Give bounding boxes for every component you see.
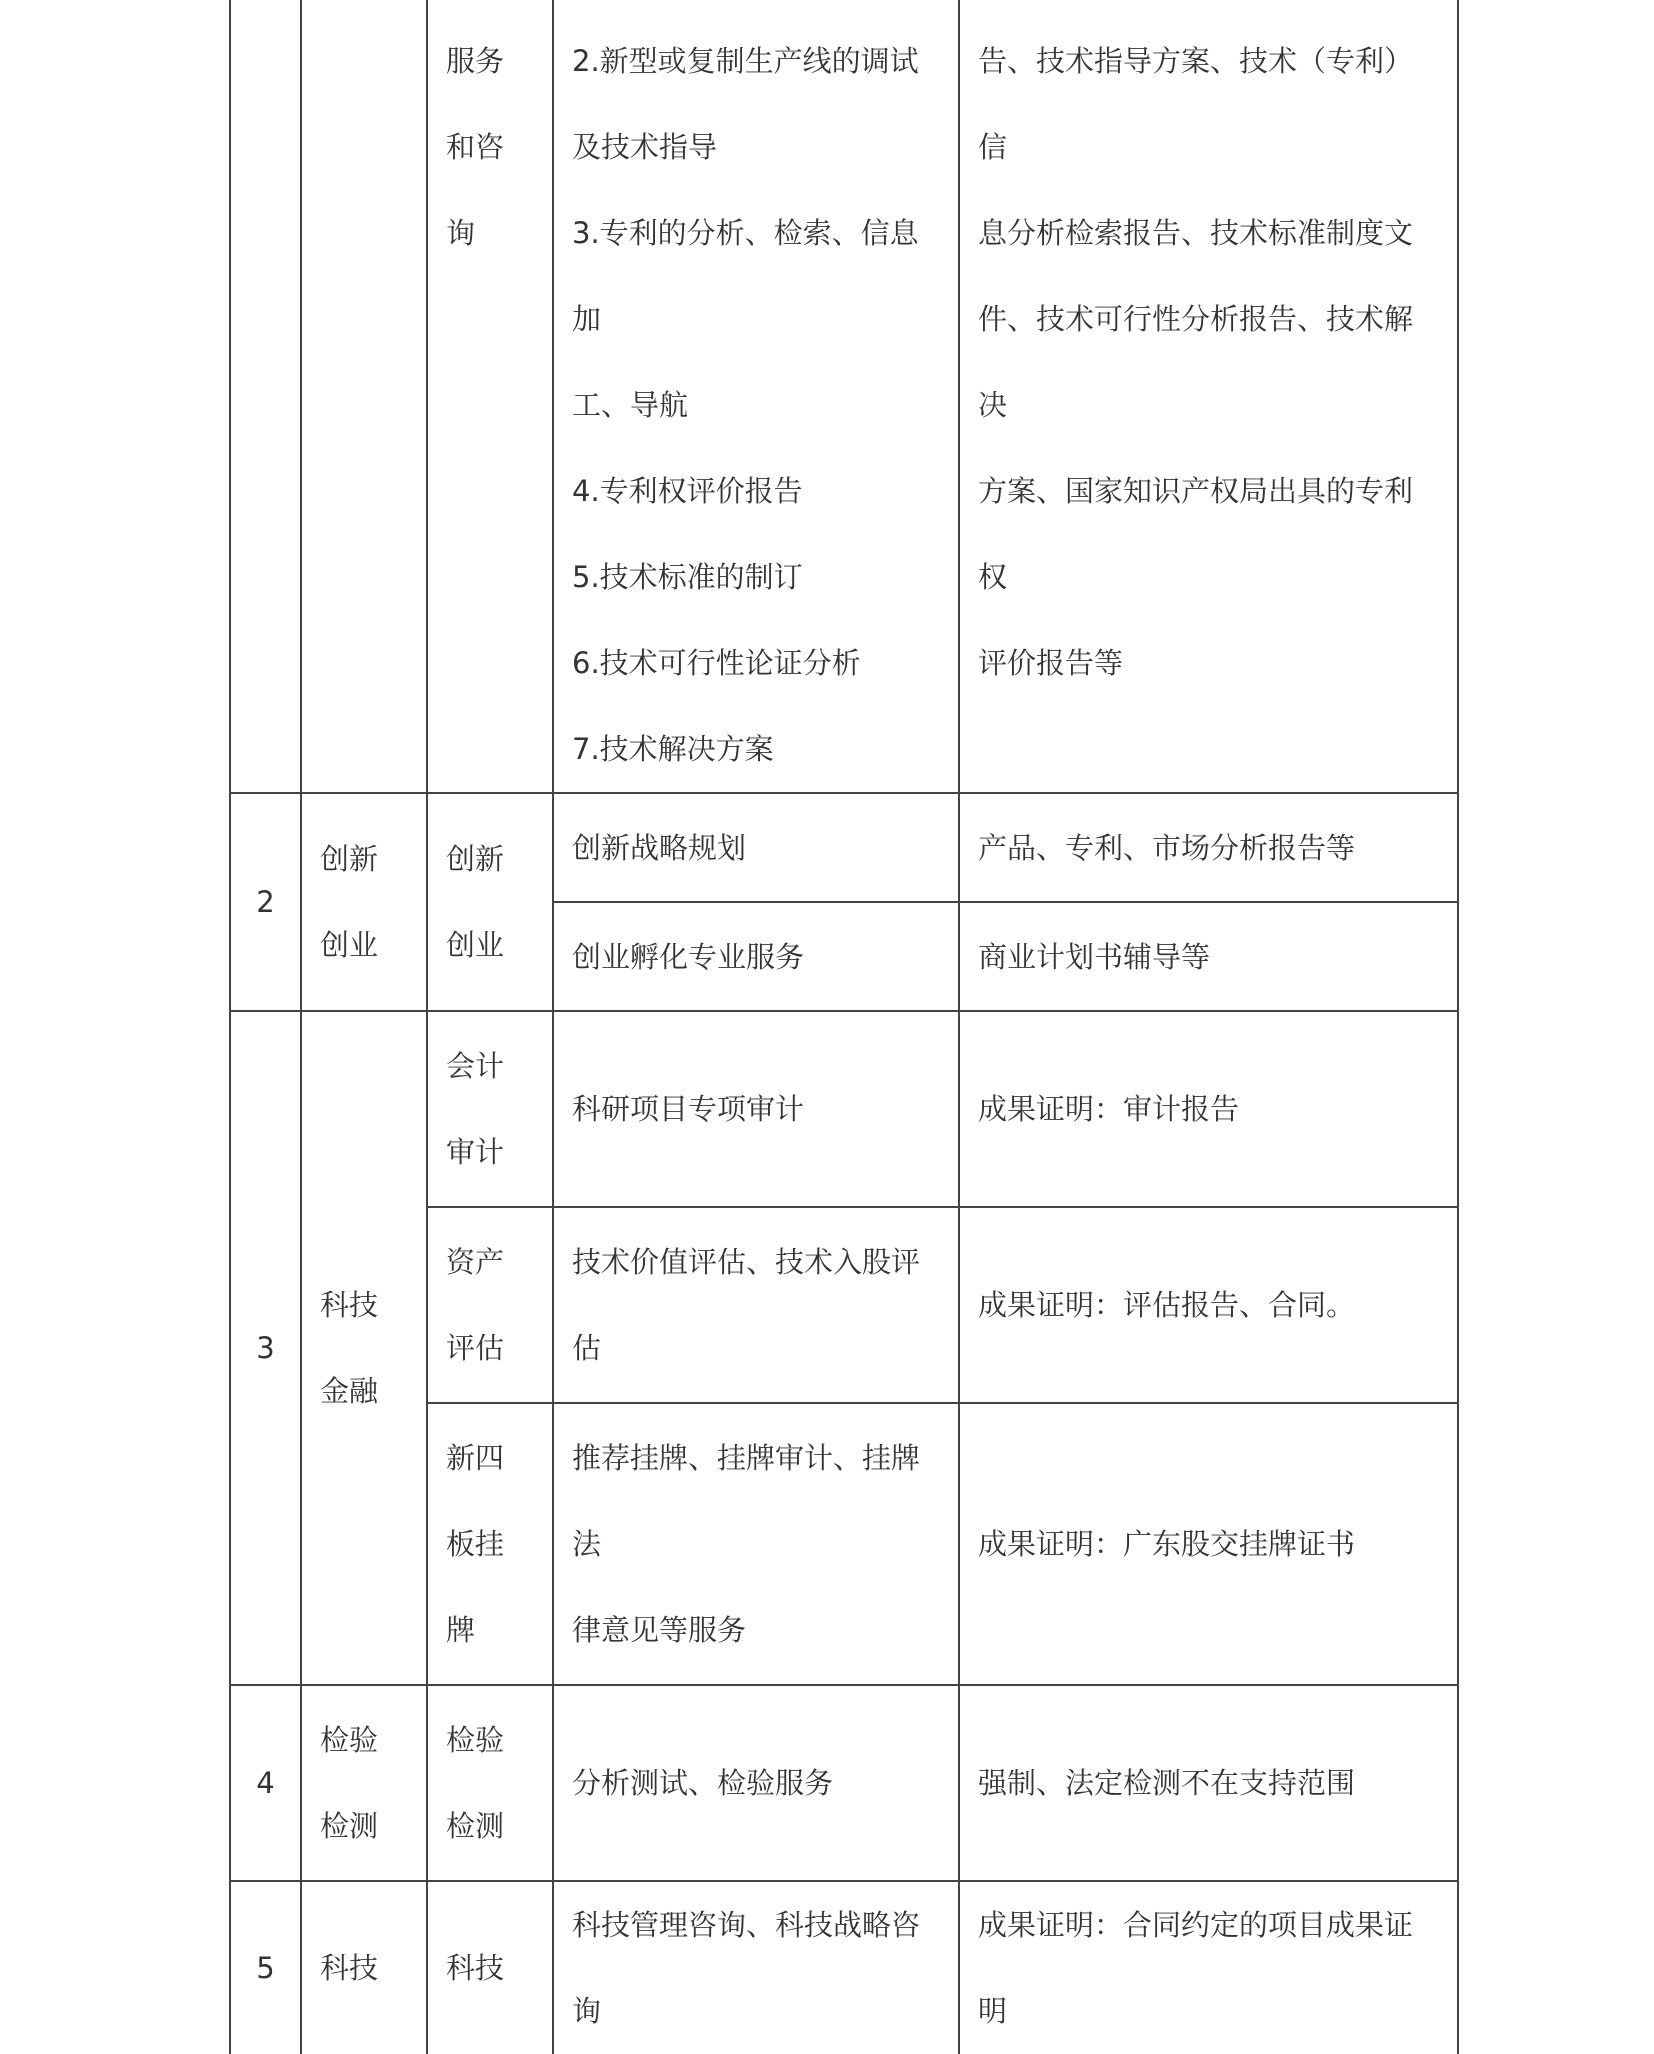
service-table [229,0,1459,2054]
category-cell [301,1011,427,1685]
row-number-cell: 4 [230,1685,301,1881]
subcategory-line: 新四 [446,1441,505,1475]
content-cell: 分析测试、检验服务 [553,1685,959,1881]
table-row [230,1685,1458,1881]
category-line: 检验 [320,1723,379,1757]
subcategory-line: 板挂 [446,1527,505,1561]
subcategory-cell [427,1207,553,1403]
category-cell: 科技 [301,1881,427,2054]
content-line: 5.技术标准的制订 [572,560,803,594]
content-line: 工、导航 [572,388,689,422]
subcategory-cell [427,1403,553,1685]
proof-cell [959,0,1458,793]
subcategory-cell [427,793,553,1011]
subcategory-line: 资产 [446,1245,505,1279]
content-line: 2.新型或复制生产线的调试 [572,44,919,78]
subcategory-line: 检验 [446,1723,505,1757]
subcategory-line: 会计 [446,1049,505,1083]
category-line: 创新 [320,842,379,876]
content-cell: 科技管理咨询、科技战略咨询 [553,1881,959,2054]
row-number-cell: 3 [230,1011,301,1685]
category-cell [301,0,427,793]
table-row [230,0,1458,793]
subcategory-line: 检测 [446,1809,505,1843]
subcategory-cell [427,0,553,793]
table-row [230,1011,1458,1207]
category-cell [301,793,427,1011]
content-line: 律意见等服务 [572,1613,747,1647]
subcategory-line: 创业 [446,928,505,962]
row-number-cell: 2 [230,793,301,1011]
table-row [230,793,1458,902]
proof-line: 方案、国家知识产权局出具的专利权 [978,474,1414,594]
subcategory-cell [427,1685,553,1881]
subcategory-cell [427,1011,553,1207]
proof-cell: 强制、法定检测不在支持范围 [959,1685,1458,1881]
content-line: 7.技术解决方案 [572,732,774,766]
content-cell: 技术价值评估、技术入股评估 [553,1207,959,1403]
content-cell: 科研项目专项审计 [553,1011,959,1207]
category-cell [301,1685,427,1881]
proof-cell: 产品、专利、市场分析报告等 [959,793,1458,902]
proof-line: 评价报告等 [978,646,1124,680]
proof-cell: 成果证明：评估报告、合同。 [959,1207,1458,1403]
content-line: 及技术指导 [572,130,718,164]
row-number-cell [230,0,301,793]
proof-cell: 成果证明：合同约定的项目成果证明 [959,1881,1458,2054]
subcategory-line: 和咨 [446,130,505,164]
table-row [230,1881,1458,2054]
content-cell [553,0,959,793]
subcategory-line: 创新 [446,842,505,876]
content-cell [553,1403,959,1685]
subcategory-line: 牌 [446,1613,476,1647]
content-line: 3.专利的分析、检索、信息加 [572,216,919,336]
content-line: 推荐挂牌、挂牌审计、挂牌法 [572,1441,921,1561]
content-line: 6.技术可行性论证分析 [572,646,861,680]
proof-line: 件、技术可行性分析报告、技术解决 [978,302,1414,422]
subcategory-line: 审计 [446,1135,505,1169]
content-cell: 创新战略规划 [553,793,959,902]
category-line: 科技 [320,1288,379,1322]
content-cell: 创业孵化专业服务 [553,902,959,1011]
proof-line: 息分析检索报告、技术标准制度文 [978,216,1414,250]
category-line: 金融 [320,1374,379,1408]
subcategory-line: 询 [446,216,476,250]
content-line: 4.专利权评价报告 [572,474,803,508]
subcategory-line: 评估 [446,1331,505,1365]
category-line: 创业 [320,928,379,962]
proof-cell: 商业计划书辅导等 [959,902,1458,1011]
proof-line: 告、技术指导方案、技术（专利）信 [978,44,1414,164]
subcategory-line: 服务 [446,44,505,78]
category-line: 检测 [320,1809,379,1843]
proof-cell: 成果证明：广东股交挂牌证书 [959,1403,1458,1685]
subcategory-cell: 科技 [427,1881,553,2054]
proof-cell: 成果证明：审计报告 [959,1011,1458,1207]
row-number-cell: 5 [230,1881,301,2054]
